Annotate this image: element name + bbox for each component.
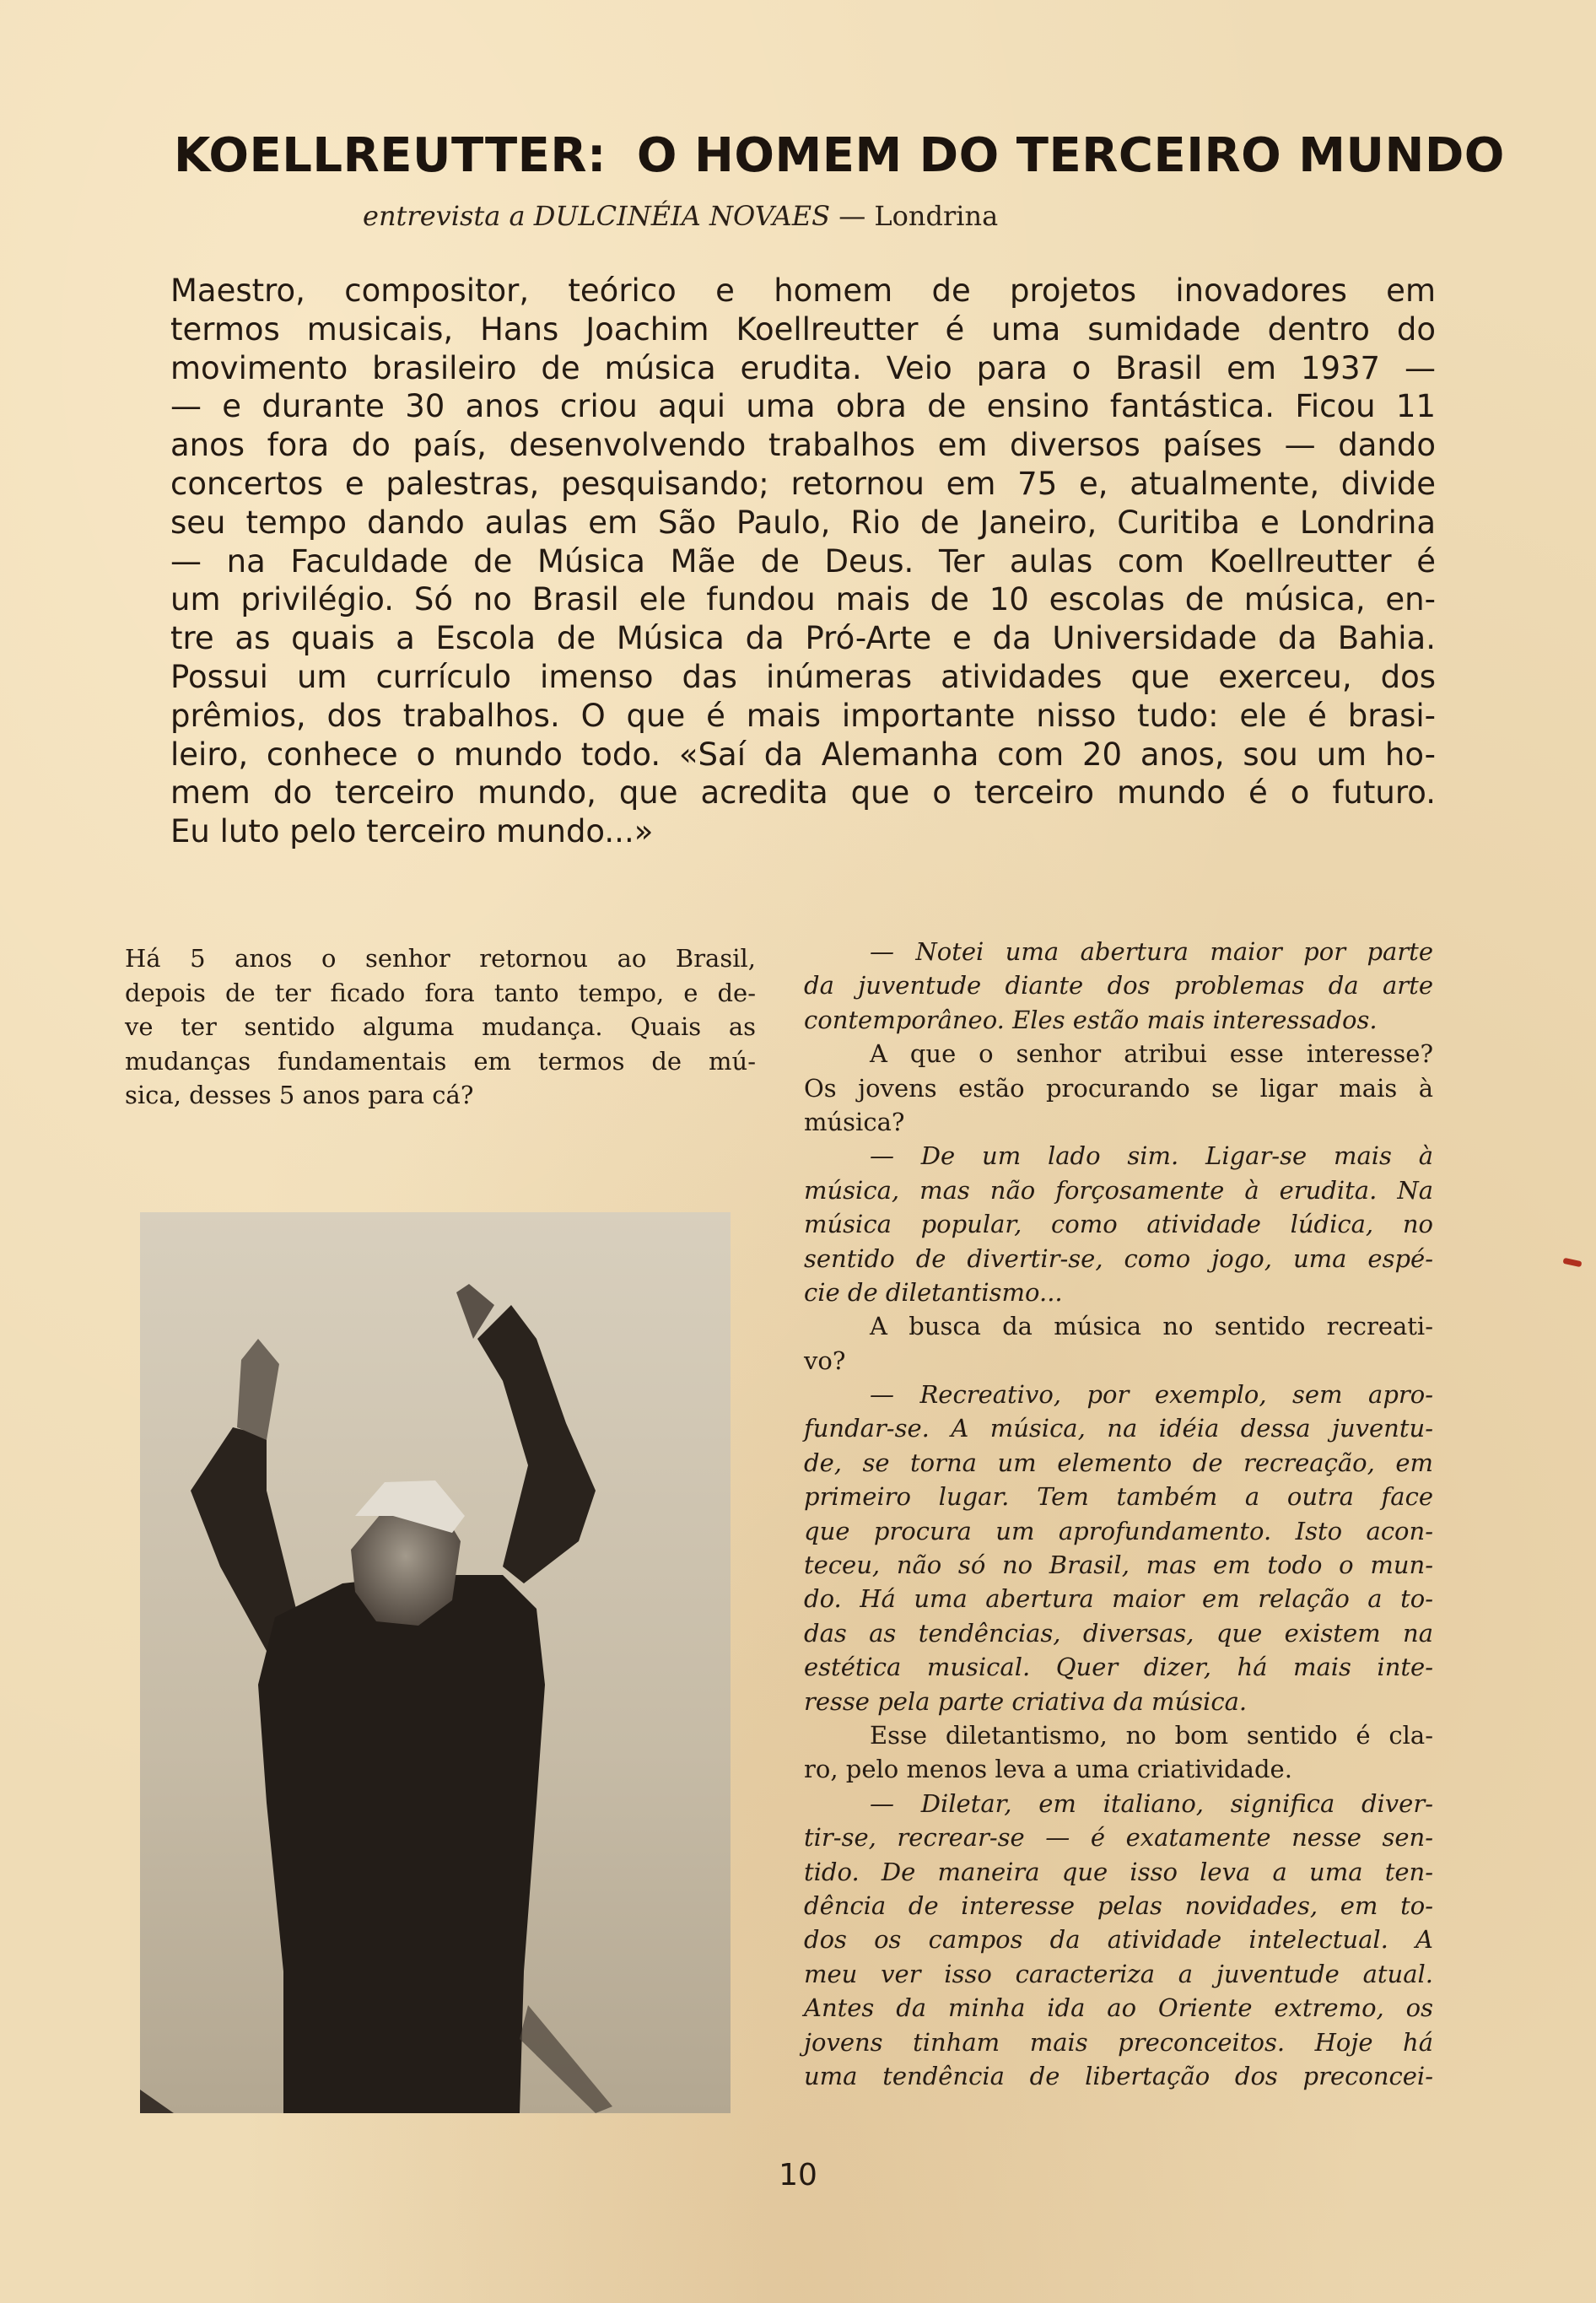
interview-column-right — [804, 935, 1433, 2093]
title-name: KOELLREUTTER: — [174, 128, 607, 183]
text-line: dos os campos da atividade intelectual. A — [804, 1925, 1433, 1955]
text-line: prêmios, dos trabalhos. O que é mais importante nisso tudo: ele é brasi- — [170, 697, 1436, 734]
text-line: — De um lado sim. Ligar-se mais à — [870, 1141, 1433, 1171]
text-line: Esse diletantismo, no bom sentido é cla- — [870, 1720, 1433, 1750]
text-line: uma tendência de libertação dos preconcei- — [804, 2061, 1433, 2090]
text-line: Eu luto pelo terceiro mundo...» — [170, 813, 654, 850]
text-line: Antes da minha ida ao Oriente extremo, os — [804, 1993, 1433, 2023]
question-column-left — [125, 941, 756, 1113]
text-line: — Recreativo, por exemplo, sem apro- — [870, 1380, 1433, 1410]
text-line: de, se torna um elemento de recreação, em — [804, 1448, 1433, 1477]
text-line: vo? — [804, 1346, 846, 1375]
text-line: estética musical. Quer dizer, há mais inte- — [804, 1653, 1433, 1682]
text-line: A busca da música no sentido recreati- — [870, 1312, 1433, 1341]
byline-label: entrevista a — [363, 200, 526, 232]
text-line: meu ver isso caracteriza a juventude atual. — [804, 1959, 1433, 1988]
text-line: concertos e palestras, pesquisando; retornou em 75 e, atualmente, divide — [170, 465, 1436, 502]
text-line: Maestro, compositor, teórico e homem de projetos inovadores em — [170, 272, 1436, 309]
text-line: — Notei uma abertura maior por parte — [870, 937, 1433, 966]
text-line: ro, pelo menos leva a uma criatividade. — [804, 1755, 1292, 1784]
text-line: leiro, conhece o mundo todo. «Saí da Alemanha com 20 anos, sou um ho- — [170, 736, 1436, 773]
text-line: teceu, não só no Brasil, mas em todo o mun- — [804, 1551, 1433, 1580]
text-line: sentido de divertir-se, como jogo, uma espé- — [804, 1243, 1433, 1273]
text-line: Há 5 anos o senhor retornou ao Brasil, — [125, 944, 756, 973]
text-line: dência de interesse pelas novidades, em to- — [804, 1890, 1433, 1920]
text-line: seu tempo dando aulas em São Paulo, Rio de Janeiro, Curitiba e Londrina — [170, 504, 1436, 541]
conductor-photo-image — [140, 1212, 731, 2113]
text-line: tre as quais a Escola de Música da Pró-Arte e da Universidade da Bahia. — [170, 620, 1436, 657]
text-line: música? — [804, 1107, 905, 1136]
ink-spot — [1563, 1258, 1583, 1267]
text-line: primeiro lugar. Tem também a outra face — [804, 1482, 1433, 1512]
text-line: da juventude diante dos problemas da arte — [804, 971, 1433, 1000]
text-line: fundar-se. A música, na idéia dessa juventu- — [804, 1414, 1433, 1443]
text-line: A que o senhor atribui esse interesse? — [870, 1039, 1433, 1069]
text-line: mem do terceiro mundo, que acredita que o terceiro mundo é o futuro. — [170, 774, 1436, 812]
text-line: termos musicais, Hans Joachim Koellreutter é uma sumidade dentro do — [170, 310, 1436, 348]
byline-place: — Londrina — [838, 200, 999, 232]
text-line: um privilégio. Só no Brasil ele fundou mais de 10 escolas de música, en- — [170, 581, 1436, 618]
text-line: contemporâneo. Eles estão mais interessados. — [804, 1005, 1378, 1034]
text-line: cie de diletantismo... — [804, 1277, 1063, 1307]
text-line: tir-se, recrear-se — é exatamente nesse sen- — [804, 1823, 1433, 1853]
byline — [363, 200, 1206, 232]
text-line: mudanças fundamentais em termos de mú- — [125, 1046, 756, 1076]
text-line: Possui um currículo imenso das inúmeras atividades que exerceu, dos — [170, 658, 1436, 695]
text-line: jovens tinham mais preconceitos. Hoje há — [804, 2027, 1433, 2057]
text-line: sica, desses 5 anos para cá? — [125, 1081, 474, 1109]
text-line: — e durante 30 anos criou aqui uma obra de ensino fantástica. Ficou 11 — [170, 388, 1436, 425]
intro-paragraph — [170, 272, 1436, 851]
text-line: música popular, como atividade lúdica, no — [804, 1210, 1433, 1239]
text-line: movimento brasileiro de música erudita. Veio para o Brasil em 1937 — — [170, 349, 1436, 386]
text-line: anos fora do país, desenvolvendo trabalhos em diversos países — dando — [170, 427, 1436, 464]
text-line: das as tendências, diversas, que existem na — [804, 1618, 1433, 1648]
text-line: tido. De maneira que isso leva a uma ten- — [804, 1857, 1433, 1886]
page-number: 10 — [779, 2158, 817, 2192]
text-line: do. Há uma abertura maior em relação a to- — [804, 1584, 1433, 1614]
text-line: Os jovens estão procurando se ligar mais à — [804, 1073, 1433, 1103]
text-line: música, mas não forçosamente à erudita. Na — [804, 1175, 1433, 1205]
text-line: ve ter sentido alguma mudança. Quais as — [125, 1012, 756, 1041]
article-title — [174, 128, 1505, 183]
text-line: que procura um aprofundamento. Isto acon- — [804, 1516, 1433, 1545]
text-line: — na Faculdade de Música Mãe de Deus. Ter aulas com Koellreutter é — [170, 542, 1436, 580]
conductor-photo — [140, 1212, 731, 2113]
byline-author: DULCINÉIA NOVAES — [533, 200, 831, 232]
title-subject: O HOMEM DO TERCEIRO MUNDO — [636, 128, 1505, 183]
text-line: depois de ter ficado fora tanto tempo, e de- — [125, 978, 756, 1007]
text-line: — Diletar, em italiano, significa diver- — [870, 1788, 1433, 1818]
text-line: resse pela parte criativa da música. — [804, 1686, 1248, 1716]
